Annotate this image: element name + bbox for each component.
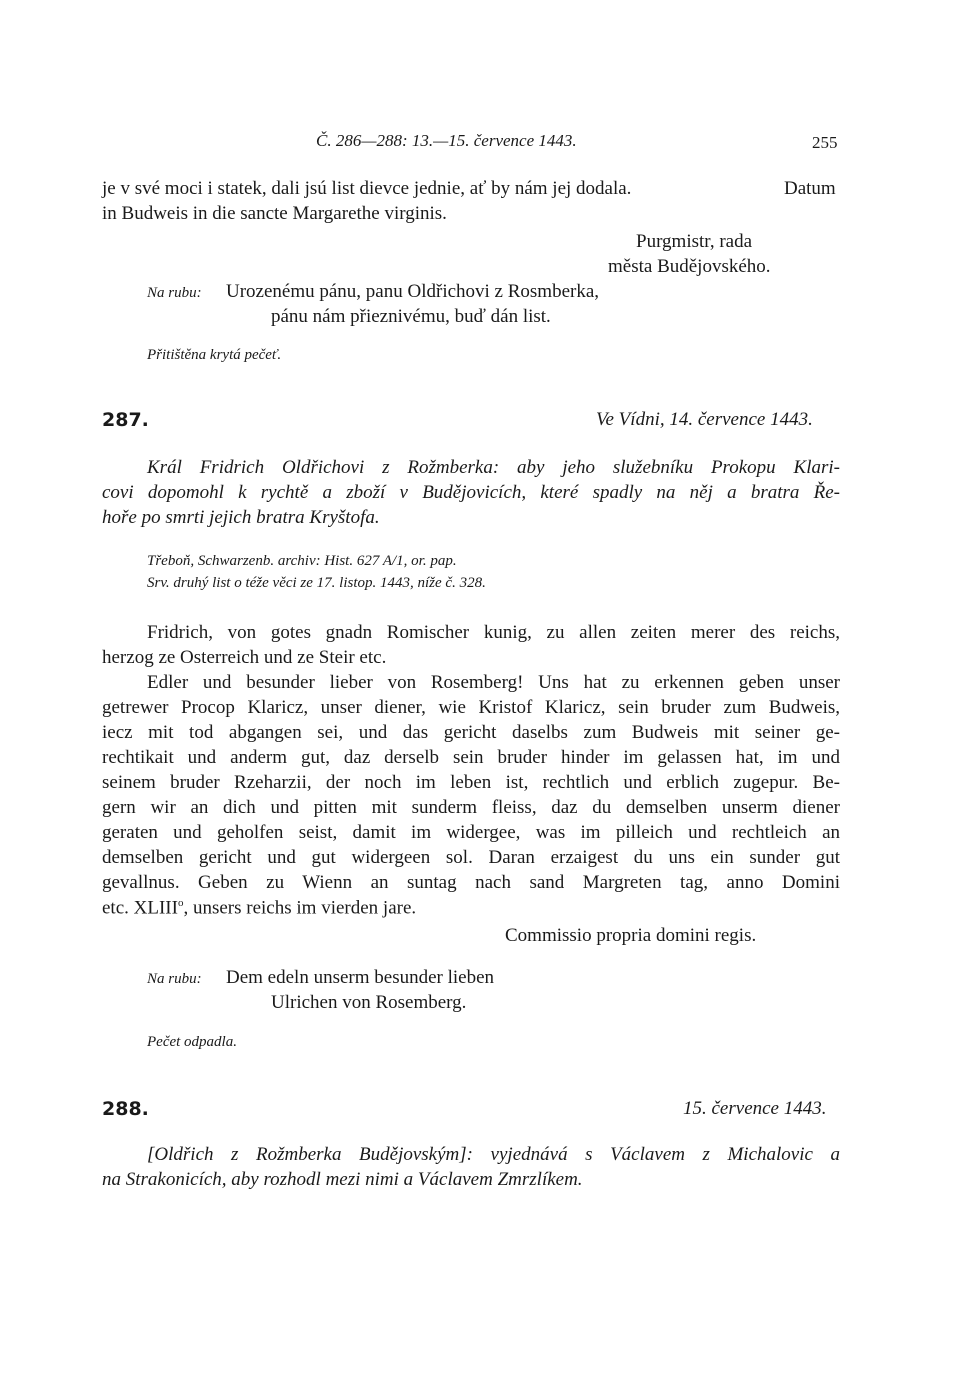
regest-line: [Oldřich z Rožmberka Budějovským]: vyjednává s Václavem z Michalovic a: [147, 1144, 840, 1165]
text-line: [102, 897, 416, 919]
place-date: 15. července 1443.: [683, 1098, 827, 1119]
regest-line: na Strakonicích, aby rozhodl mezi nimi a Václavem Zmrzlíkem.: [102, 1169, 583, 1190]
text-line: iecz mit tod abgangen sei, und das gericht daselbs zum Budweis mit seiner ge-: [102, 722, 840, 743]
document-number: 287.: [102, 409, 149, 431]
regest-line: covi dopomohl k rychtě a zboží v Budějovicích, které spadly na něj a bratra Ře-: [102, 482, 840, 503]
address-line: Ulrichen von Rosemberg.: [271, 992, 467, 1013]
text-line: rechtikait und anderm gut, daz derselb sein bruder hinder im gelassen hat, im und: [102, 747, 840, 768]
text-line: Edler und besunder lieber von Rosemberg! Uns hat zu erkennen geben unser: [147, 672, 840, 693]
address-label: Na rubu:: [147, 971, 202, 987]
seal-note: Pečet odpadla.: [147, 1034, 237, 1050]
page-number: 255: [812, 133, 838, 152]
regest-line: Král Fridrich Oldřichovi z Rožmberka: aby jeho služebníku Prokopu Klari-: [147, 457, 840, 478]
address-line: pánu nám přieznivému, buď dán list.: [271, 306, 551, 327]
running-title: Č. 286—288: 13.—15. července 1443.: [316, 131, 577, 150]
commissio-note: Commissio propria domini regis.: [505, 925, 757, 946]
text-line: getrewer Procop Klaricz, unser diener, wie Kristof Klaricz, sein bruder zum Budweis,: [102, 697, 840, 718]
margin-note: Datum: [784, 178, 836, 199]
text-line: demselben gericht und gut widergeen sol. Daran erzaigest du uns ein sunder gut: [102, 847, 840, 868]
address-line: Dem edeln unserm besunder lieben: [226, 967, 495, 988]
signature-line: města Budějovského.: [608, 256, 771, 277]
place-date: Ve Vídni, 14. července 1443.: [596, 409, 813, 430]
text-line: je v své moci i statek, dali jsú list dievce jednie, ať by nám jej dodala.: [102, 178, 632, 199]
superscript: o: [177, 897, 184, 909]
text-line: gevallnus. Geben zu Wienn an suntag nach sand Margreten tag, anno Domini: [102, 872, 840, 893]
text-line: Fridrich, von gotes gnadn Romischer kunig, zu allen zeiten merer des reichs,: [147, 622, 840, 643]
text-line: herzog ze Osterreich und ze Steir etc.: [102, 647, 387, 668]
seal-note: Přitištěna krytá pečeť.: [147, 347, 282, 363]
text-line: in Budweis in die sancte Margarethe virginis.: [102, 203, 447, 224]
regest-line: hoře po smrti jejich bratra Kryštofa.: [102, 507, 380, 528]
text-fragment: etc. XLIII: [102, 897, 178, 919]
address-label: Na rubu:: [147, 285, 202, 301]
signature-line: Purgmistr, rada: [636, 231, 753, 252]
text-line: seinem bruder Rzeharzii, der noch im leben ist, rechtlich und erblich zugepur. Be-: [102, 772, 840, 793]
document-number: 288.: [102, 1098, 149, 1120]
source-note: Třeboň, Schwarzenb. archiv: Hist. 627 A/1, or. pap.: [147, 553, 457, 569]
source-note: Srv. druhý list o téže věci ze 17. listop. 1443, níže č. 328.: [147, 575, 486, 591]
text-line: geraten und geholfen seist, damit im widergee, was im pilleich und rechtleich an: [102, 822, 840, 843]
text-line: gern wir an dich und pitten mit sunderm fleiss, daz du demselben unserm diener: [102, 797, 840, 818]
address-line: Urozenému pánu, panu Oldřichovi z Rosmberka,: [226, 281, 600, 302]
text-fragment: , unsers reichs im vierden jare.: [183, 897, 417, 919]
